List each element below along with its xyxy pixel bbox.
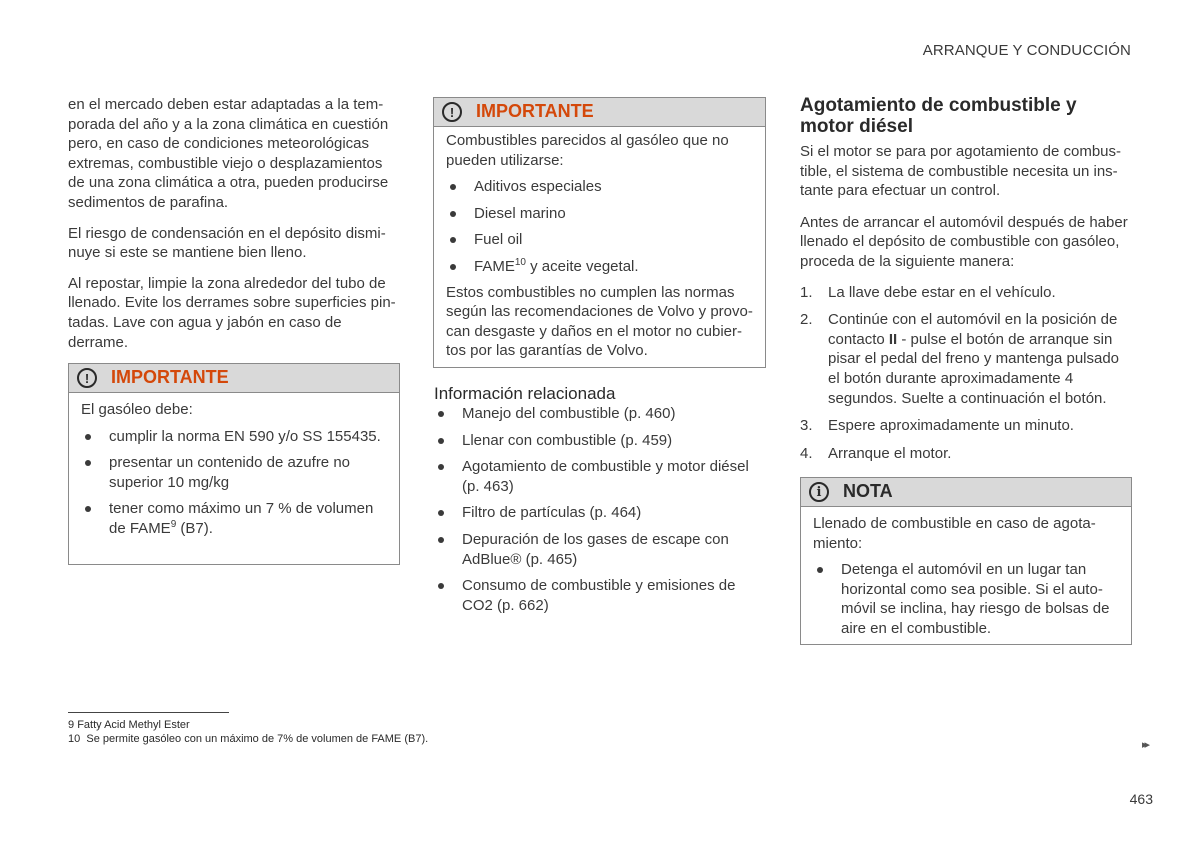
list-item: cumplir la norma EN 590 y/o SS 155435. <box>81 427 387 447</box>
step-item: 2. Continúe con el automóvil en la posición de contacto II - pulse el botón de arranque sin pisar el pedal del freno y mantenga pulsado el botón durante aproximadamente 4 segundos. Suelte a continuación el botón. <box>800 311 1120 407</box>
related-link[interactable]: Llenar con combustible (p. 459) <box>434 431 766 451</box>
column-1 <box>68 95 400 363</box>
related-link[interactable]: Consumo de combustible y emisiones de CO2 (p. 662) <box>434 576 766 615</box>
box-intro: Llenado de combustible en caso de agota-miento: <box>813 515 1096 552</box>
important-box-header <box>434 98 765 127</box>
info-icon: i <box>809 482 829 502</box>
important-box <box>433 97 766 368</box>
footnote-divider <box>68 712 229 713</box>
important-title: IMPORTANTE <box>476 101 594 122</box>
list-item: presentar un contenido de azufre no superior 10 mg/kg <box>81 453 387 492</box>
footnote-ref[interactable]: 10 <box>514 256 526 268</box>
step-item: 1. La llave debe estar en el vehículo. <box>800 283 1056 301</box>
section-header: ARRANQUE Y CONDUCCIÓN <box>922 42 1131 59</box>
steps-list <box>800 283 1132 464</box>
related-link[interactable]: Depuración de los gases de escape con AdBlue® (p. 465) <box>434 530 766 569</box>
important-box-body <box>434 127 765 369</box>
important-box-body <box>69 393 399 547</box>
related-info-title: Información relacionada <box>434 384 616 403</box>
list-item: FAME$^{10}$ y aceite vegetal. <box>446 257 753 277</box>
list-item: Diesel marino <box>446 204 753 224</box>
paragraph: El riesgo de condensación en el depósito dismi-nuye si este se mantiene bien lleno. <box>68 224 386 262</box>
nota-box-header <box>801 478 1131 507</box>
page-number: 463 <box>1129 791 1153 807</box>
paragraph: Si el motor se para por agotamiento de combus-tible, el sistema de combustible necesita un ins-tante para efectuar un control. <box>800 143 1121 200</box>
footnote: 9 Fatty Acid Methyl Ester <box>68 719 190 731</box>
box-intro: Combustibles parecidos al gasóleo que no pueden utilizarse: <box>446 132 729 169</box>
continue-arrow-icon[interactable]: ▸▸ <box>1141 739 1147 751</box>
important-title: IMPORTANTE <box>111 367 229 388</box>
related-link[interactable]: Manejo del combustible (p. 460) <box>434 404 766 424</box>
related-links <box>434 404 766 615</box>
paragraph: Al repostar, limpie la zona alrededor del tubo de llenado. Evite los derrames sobre superficies pin-tadas. Lave con agua y jabón en caso de derrame. <box>68 274 396 351</box>
column-3 <box>800 95 1132 471</box>
ignition-position: II <box>888 330 898 348</box>
box-outro: Estos combustibles no cumplen las normas según las recomendaciones de Volvo y provo-can desgaste y daños en el motor no cubier-tos por las garantías de Volvo. <box>446 283 753 360</box>
bullet-list <box>813 560 1119 638</box>
nota-box-body <box>801 507 1131 647</box>
nota-box <box>800 477 1132 645</box>
footnote-ref[interactable]: 9 <box>170 518 177 530</box>
related-link[interactable]: Agotamiento de combustible y motor diésel (p. 463) <box>434 457 766 496</box>
bullet-list <box>81 427 387 539</box>
list-item: Aditivos especiales <box>446 177 753 197</box>
footnote: 10 Se permite gasóleo con un máximo de 7% de volumen de FAME (B7). <box>68 733 429 745</box>
footnotes <box>68 718 428 746</box>
box-intro: El gasóleo debe: <box>81 401 193 418</box>
list-item: Fuel oil <box>446 230 753 250</box>
paragraph: Antes de arrancar el automóvil después de haber llenado el depósito de combustible con gasóleo, proceda de la siguiente manera: <box>800 213 1128 270</box>
warning-icon: ! <box>77 368 97 388</box>
step-item: 4. Arranque el motor. <box>800 444 952 462</box>
section-heading: Agotamiento de combustible y motor diésel <box>800 95 1077 137</box>
list-item: tener como máximo un 7 % de volumen de FAME$^9$ (B7). <box>81 499 387 538</box>
bullet-list <box>446 177 753 276</box>
important-box <box>68 363 400 565</box>
step-item: 3. Espere aproximadamente un minuto. <box>800 417 1074 435</box>
list-item: Detenga el automóvil en un lugar tan horizontal como sea posible. Si el auto-móvil se inclina, hay riesgo de bolsas de aire en el combustible. <box>813 560 1119 638</box>
related-info <box>434 384 766 615</box>
paragraph: en el mercado deben estar adaptadas a la tem-porada del año y a la zona climática en cuestión pero, en caso de condiciones meteorológicas extremas, combustible viejo o desplazamientos de una zona climática a otra, pueden producirse sedimentos de parafina. <box>68 96 389 211</box>
nota-title: NOTA <box>843 481 893 502</box>
warning-icon: ! <box>442 102 462 122</box>
related-link[interactable]: Filtro de partículas (p. 464) <box>434 503 766 523</box>
important-box-header <box>69 364 399 393</box>
